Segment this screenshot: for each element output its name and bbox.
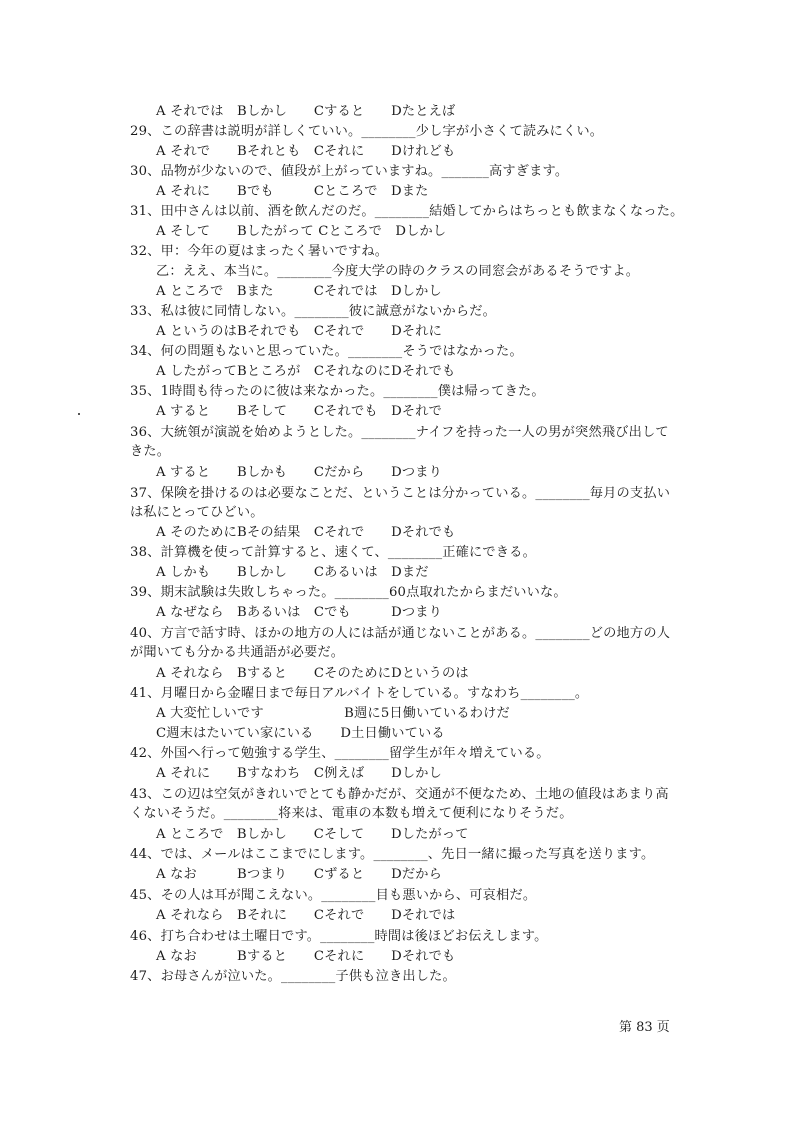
question-42: 42、外国へ行って勉強する学生、________留学生が年々増えている。 (130, 746, 550, 761)
question-38: 38、計算機を使って計算すると、速くて、________正確にできる。 (130, 545, 536, 560)
question-29: 29、この辞書は説明が詳しくていい。________少し字が小さくて読みにくい。 (130, 124, 604, 139)
options-37: A そのためにBその結果 Cそれで Dそれでも (156, 525, 456, 540)
options-45: A それなら Bそれに Cそれで Dそれでは (156, 908, 456, 923)
question-31: 31、田中さんは以前、酒を飲んだのだ。________結婚してからはちっとも飲まなくなった。 (130, 204, 684, 219)
question-35: 35、1時間も待ったのに彼は来なかった。________僕は帰ってきた。 (130, 384, 545, 399)
options-36: A すると Bしかも Cだから Dつまり (156, 465, 443, 480)
options-39: A なぜなら Bあるいは Cでも Dつまり (156, 605, 443, 620)
options-28: A それでは Bしかし Cすると Dたとえば (156, 104, 456, 119)
question-47: 47、お母さんが泣いた。________子供も泣き出した。 (130, 969, 456, 984)
options-30: A それに Bでも Cところで Dまた (156, 184, 429, 199)
page-number: 第 83 页 (619, 1020, 670, 1035)
question-33: 33、私は彼に同情しない。________彼に誠意がないからだ。 (130, 304, 497, 319)
options-29: A それで Bそれとも Cそれに Dけれども (156, 144, 456, 159)
question-37: 37、保険を掛けるのは必要なことだ、ということは分かっている。________毎月の支払い (130, 486, 671, 501)
options-42: A それに Bすなわち C例えば Dしかし (156, 766, 443, 781)
question-36-cont: きた。 (130, 444, 171, 459)
question-30: 30、品物が少ないので、値段が上がっていますね。_______高すぎます。 (130, 164, 569, 179)
options-33: A というのはBそれでも Cそれで Dそれに (156, 324, 443, 339)
question-43: 43、この辺は空気がきれいでとても静かだが、交通が不便なため、土地の値段はあまり高 (130, 787, 669, 802)
options-41-ab: A 大変忙しいです B週に5日働いているわけだ (156, 706, 510, 721)
question-36: 36、大統領が演説を始めようとした。________ナイフを持った一人の男が突然飛び出して (130, 425, 669, 440)
question-37-cont: は私にとってひどい。 (130, 505, 264, 520)
options-31: A そして Bしたがって Cところで Dしかし (156, 224, 447, 239)
stray-dot (78, 413, 80, 415)
options-32: A ところで Bまた Cそれでは Dしかし (156, 284, 442, 299)
options-40: A それなら Bすると CそのためにDというのは (156, 666, 469, 681)
options-46: A なお Bすると Cそれに Dそれでも (156, 949, 456, 964)
question-34: 34、何の問題もないと思っていた。________そうではなかった。 (130, 344, 523, 359)
question-43-cont: くないそうだ。________将来は、電車の本数も増えて便利になりそうだ。 (130, 806, 573, 821)
question-39: 39、期末試験は失敗しちゃった。________60点取れたからまだいいな。 (130, 585, 567, 600)
options-35: A すると Bそして Cそれでも Dそれで (156, 404, 443, 419)
question-32-reply: 乙：ええ、本当に。________今度大学の時のクラスの同窓会があるそうですよ。 (156, 264, 640, 279)
options-41-cd: C週末はたいてい家にいる D土日働いている (156, 726, 445, 741)
question-40: 40、方言で話す時、ほかの地方の人には話が通じないことがある。________どの地方の人 (130, 626, 671, 641)
question-44: 44、では、メールはここまでにします。________、先日一緒に撮った写真を送ります。 (130, 847, 655, 862)
options-44: A なお Bつまり Cずると Dだから (156, 867, 443, 882)
options-34: A したがってBところが CそれなのにDそれでも (156, 364, 456, 379)
question-41: 41、月曜日から金曜日まで毎日アルバイトをしている。すなわち________。 (130, 686, 589, 701)
question-40-cont: が聞いても分かる共通語が必要だ。 (130, 645, 345, 660)
options-38: A しかも Bしかし Cあるいは Dまだ (156, 565, 429, 580)
question-32: 32、甲：今年の夏はまったく暑いですね。 (130, 244, 389, 259)
question-45: 45、その人は耳が聞こえない。________目も悪いから、可哀相だ。 (130, 888, 537, 903)
question-46: 46、打ち合わせは土曜日です。________時間は後ほどお伝えします。 (130, 929, 548, 944)
options-43: A ところで Bしかし Cそして Dしたがって (156, 827, 469, 842)
